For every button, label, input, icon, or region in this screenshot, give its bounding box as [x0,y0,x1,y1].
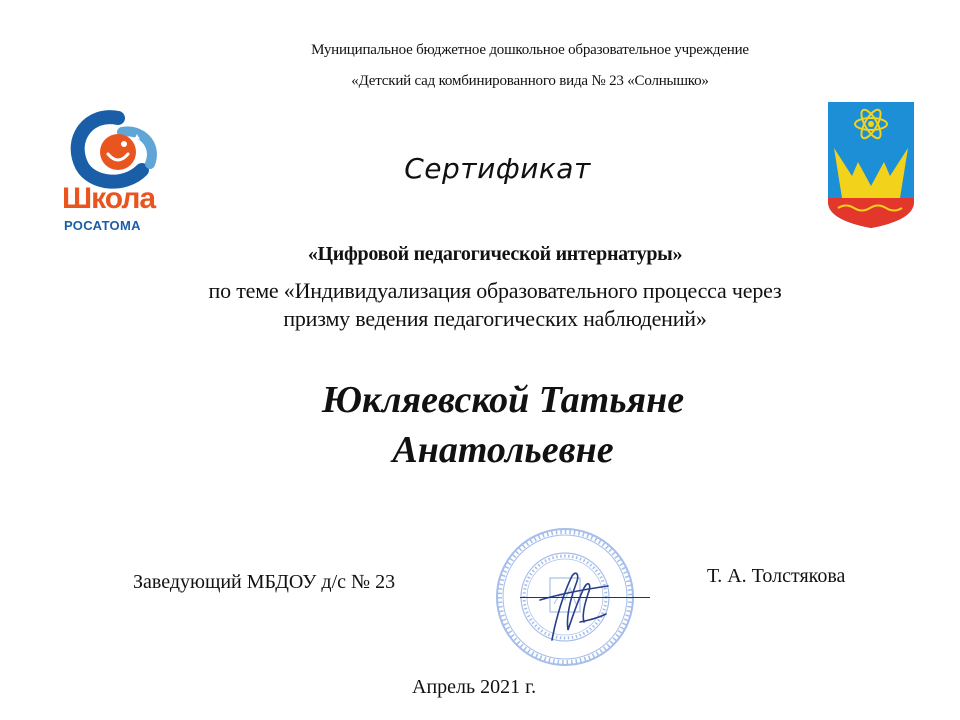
signatory-name: Т. А. Толстякова [707,565,846,587]
issue-date: Апрель 2021 г. [412,676,537,698]
certificate-title: Сертификат [404,152,591,185]
recipient-name-line-1: Юкляевской Татьяне [321,379,685,421]
event-name: «Цифровой педагогической интернатуры» [307,243,683,265]
organization-line-1: Муниципальное бюджетное дошкольное образовательное учреждение [311,42,749,58]
topic-line-1: по теме «Индивидуализация образовательного процесса через [208,278,782,303]
logo-word: Школа [62,182,156,215]
signature-line [520,597,650,598]
organization-line-2: «Детский сад комбинированного вида № 23 «Солнышко» [351,73,709,89]
signatory-role: Заведующий МБДОУ д/с № 23 [133,571,396,593]
recipient-name-line-2: Анатольевне [392,429,614,471]
logo-subtitle: РОСАТОМА [64,218,141,233]
topic-line-2: призму ведения педагогических наблюдений» [283,306,707,331]
